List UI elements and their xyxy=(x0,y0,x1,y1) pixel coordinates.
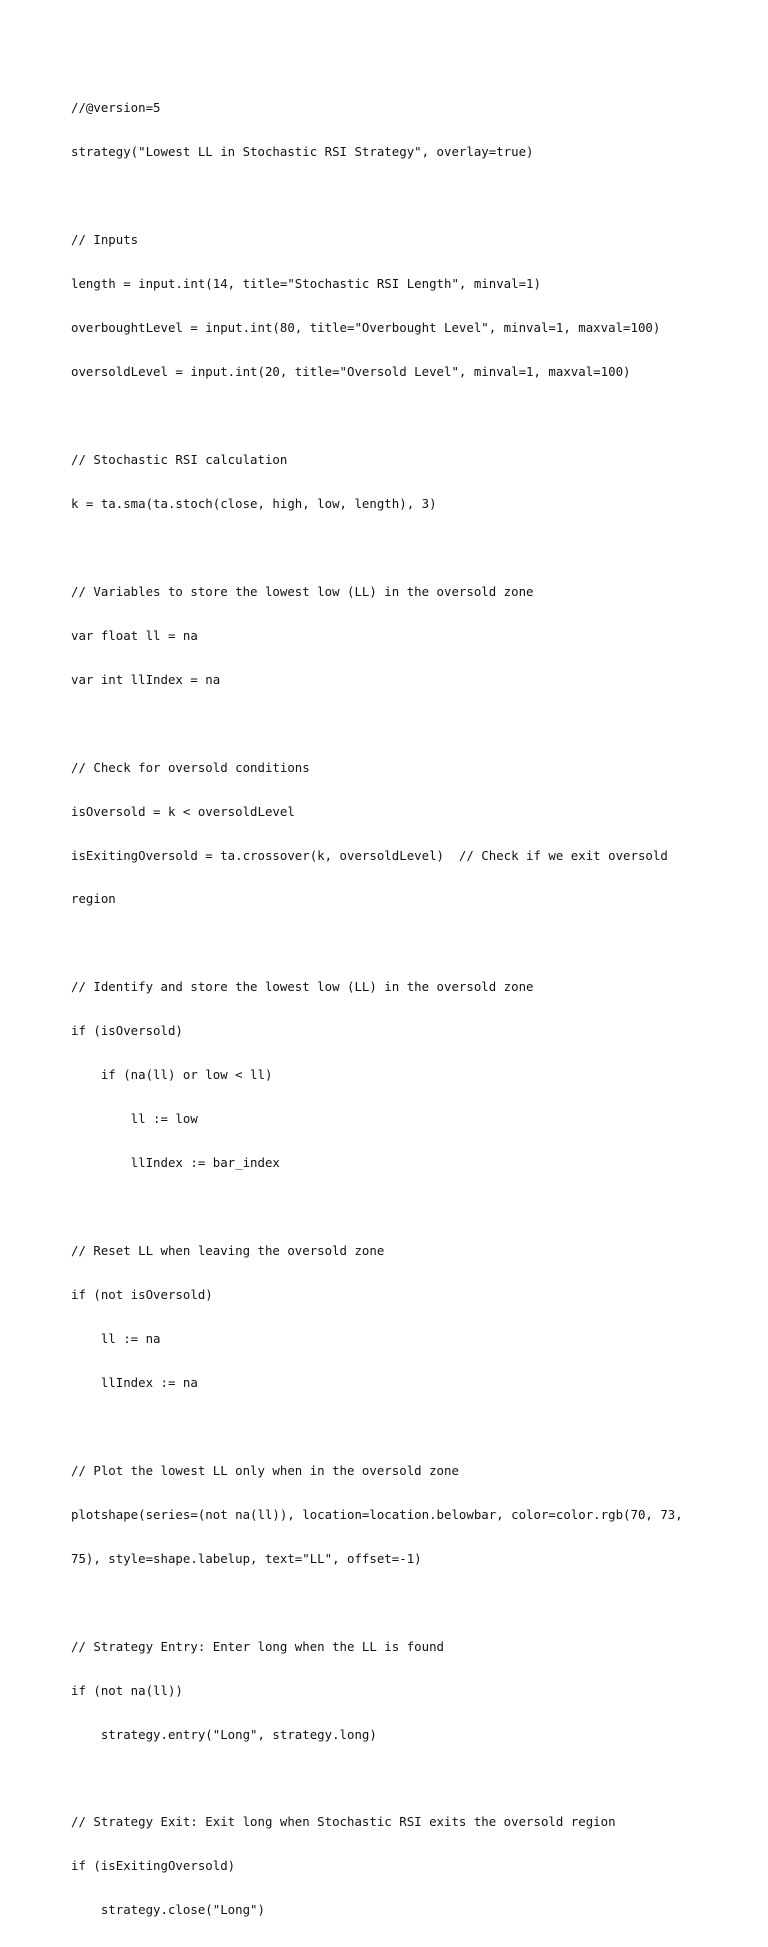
code-line: overboughtLevel = input.int(80, title="Overbought Level", minval=1, maxval=100) xyxy=(71,320,661,336)
code-line: // Reset LL when leaving the oversold zone xyxy=(71,1243,385,1259)
code-line xyxy=(71,1200,731,1215)
code-line: strategy.close("Long") xyxy=(71,1902,265,1918)
code-line: if (not na(ll)) xyxy=(71,1682,183,1698)
code-line: // Strategy Exit: Exit long when Stochastic RSI exits the oversold region xyxy=(71,1814,616,1830)
code-line xyxy=(71,541,731,556)
code-line xyxy=(71,936,731,951)
code-line: // Strategy Entry: Enter long when the LL is found xyxy=(71,1638,444,1654)
code-line: var float ll = na xyxy=(71,627,198,643)
code-line: // Check for oversold conditions xyxy=(71,759,310,775)
code-listing xyxy=(71,72,731,1947)
code-line: // Plot the lowest LL only when in the oversold zone xyxy=(71,1462,459,1478)
code-line: llIndex := bar_index xyxy=(71,1155,280,1171)
code-line: strategy("Lowest LL in Stochastic RSI Strategy", overlay=true) xyxy=(71,144,534,160)
code-line: isExitingOversold = ta.crossover(k, oversoldLevel) // Check if we exit oversold xyxy=(71,847,668,863)
code-line: k = ta.sma(ta.stoch(close, high, low, length), 3) xyxy=(71,495,437,511)
code-line xyxy=(71,717,731,732)
code-line xyxy=(71,409,731,424)
code-line: region xyxy=(71,891,116,907)
code-line: // Stochastic RSI calculation xyxy=(71,451,288,467)
code-line xyxy=(71,1772,731,1787)
code-line: isOversold = k < oversoldLevel xyxy=(71,803,295,819)
code-line: oversoldLevel = input.int(20, title="Oversold Level", minval=1, maxval=100) xyxy=(71,364,631,380)
code-line: // Inputs xyxy=(71,232,139,248)
code-line: var int llIndex = na xyxy=(71,671,221,687)
code-line: ll := na xyxy=(71,1331,161,1346)
code-line: ll := low xyxy=(71,1111,198,1127)
code-line: strategy.entry("Long", strategy.long) xyxy=(71,1726,377,1742)
code-line: if (na(ll) or low < ll) xyxy=(71,1067,273,1083)
code-line: if (isOversold) xyxy=(71,1023,183,1039)
code-line: //@version=5 xyxy=(71,100,161,116)
code-line: if (not isOversold) xyxy=(71,1287,213,1303)
code-line: // Variables to store the lowest low (LL) in the oversold zone xyxy=(71,583,534,599)
code-line: plotshape(series=(not na(ll)), location=location.belowbar, color=color.rgb(70, 73, xyxy=(71,1506,683,1522)
code-line xyxy=(71,1420,731,1435)
code-line: llIndex := na xyxy=(71,1374,198,1390)
code-line: length = input.int(14, title="Stochastic RSI Length", minval=1) xyxy=(71,276,541,292)
code-line: if (isExitingOversold) xyxy=(71,1858,236,1874)
code-line: // Identify and store the lowest low (LL) in the oversold zone xyxy=(71,979,534,995)
code-line xyxy=(71,1596,731,1611)
code-line: 75), style=shape.labelup, text="LL", offset=-1) xyxy=(71,1550,422,1566)
code-line xyxy=(71,189,731,204)
